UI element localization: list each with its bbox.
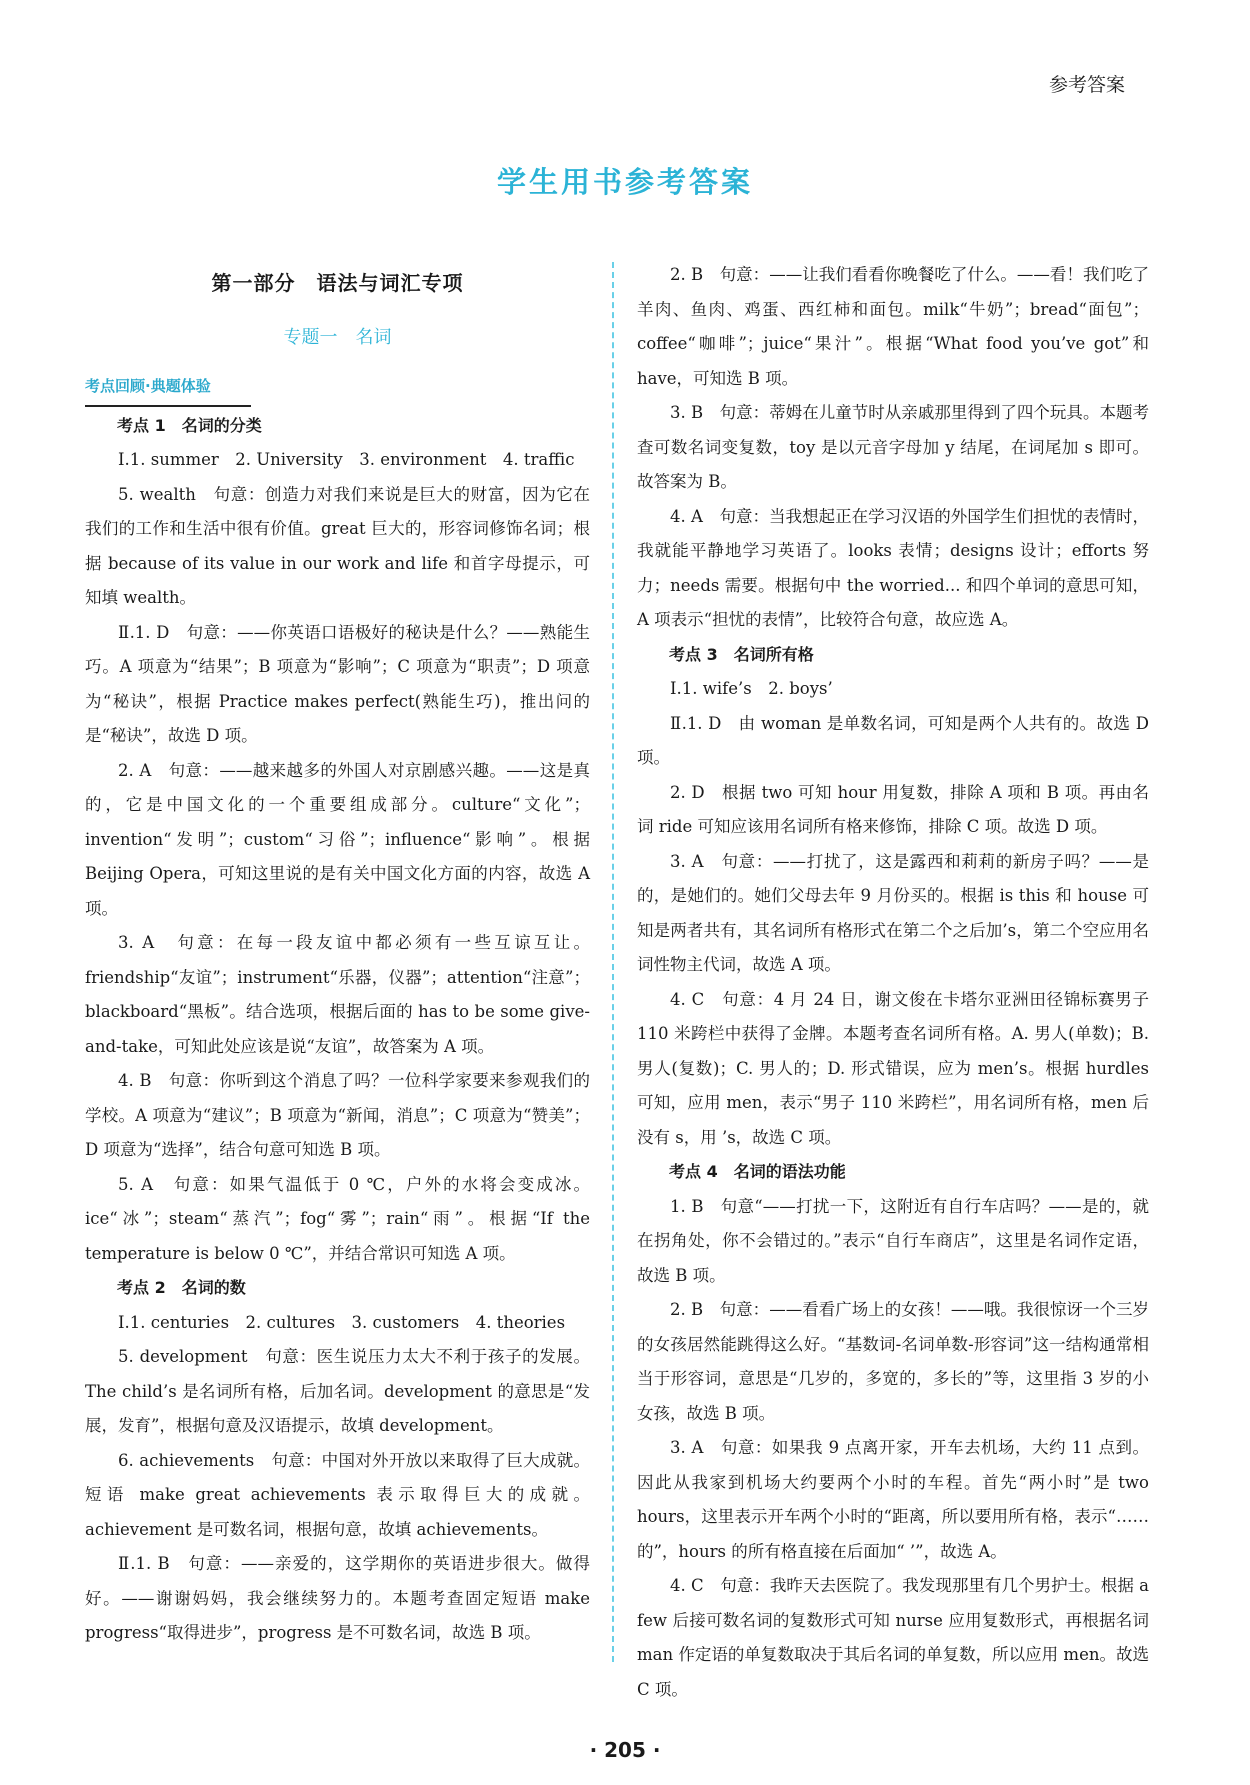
answer-paragraph: 2. A 句意：——越来越多的外国人对京剧感兴趣。——这是真的，它是中国文化的一个重要组成部分。culture“文化”；invention“发明”；custom“习俗”；influence“影响”。根据 Beijing Opera，可知这里说的是有关中国文化方面的内容，故选 A 项。 bbox=[85, 760, 590, 918]
right-column bbox=[637, 258, 1149, 1707]
right-blocks bbox=[637, 258, 1149, 1707]
answer-paragraph: 3. B 句意：蒂姆在儿童节时从亲戚那里得到了四个玩具。本题考查可数名词变复数，toy 是以元音字母加 y 结尾，在词尾加 s 即可。故答案为 B。 bbox=[637, 403, 1149, 491]
kaodian-heading: 考点 3 名词所有格 bbox=[669, 644, 814, 664]
answer-paragraph: Ⅱ.1. D 句意：——你英语口语极好的秘诀是什么？——熟能生巧。A 项意为“结果”；B 项意为“影响”；C 项意为“职责”；D 项意为“秘诀”，根据 Practice makes perfect(熟能生巧)，推出问的是“秘诀”，故选 D 项。 bbox=[85, 622, 590, 745]
answer-paragraph: 1. B 句意“——打扰一下，这附近有自行车店吗？——是的，就在拐角处，你不会错过的。”表示“自行车商店”，这里是名词作定语，故选 B 项。 bbox=[637, 1196, 1149, 1285]
left-blocks bbox=[85, 409, 590, 1651]
answer-paragraph: 2. B 句意：——让我们看看你晚餐吃了什么。——看！我们吃了羊肉、鱼肉、鸡蛋、西红柿和面包。milk“牛奶”；bread“面包”；coffee“咖啡”；juice“果汁”。根据“What food you’ve got”和 have，可知选 B 项。 bbox=[637, 265, 1149, 388]
answer-paragraph: Ⅱ.1. D 由 woman 是单数名词，可知是两个人共有的。故选 D 项。 bbox=[637, 713, 1149, 767]
answer-paragraph: 6. achievements 句意：中国对外开放以来取得了巨大成就。短语 make great achievements 表示取得巨大的成就。achievement 是可数名词，根据句意，故填 achievements。 bbox=[85, 1450, 590, 1539]
answer-paragraph: 3. A 句意：如果我 9 点离开家，开车去机场，大约 11 点到。因此从我家到机场大约要两个小时的车程。首先“两小时”是 two hours，这里表示开车两个小时的“距离，所以要用所有格，表示“……的”，hours 的所有格直接在后面加“ ’”，故选 A。 bbox=[637, 1438, 1149, 1561]
kaodian-heading: 考点 2 名词的数 bbox=[117, 1278, 246, 1297]
answer-paragraph: 4. C 句意：我昨天去医院了。我发现那里有几个男护士。根据 a few 后接可数名词的复数形式可知 nurse 应用复数形式，再根据名词 man 作定语的单复数取决于其后名词的单复数，所以应用 men。故选 C 项。 bbox=[637, 1576, 1149, 1699]
part-title: 第一部分 语法与词汇专项 bbox=[211, 271, 464, 295]
section-label-wrap bbox=[85, 369, 590, 409]
answer-paragraph: 3. A 句意：在每一段友谊中都必须有一些互谅互让。friendship“友谊”；instrument“乐器，仪器”；attention“注意”；blackboard“黑板”。结合选项，根据后面的 has to be some give-and-take，可知此处应该是说“友谊”，故答案为 A 项。 bbox=[85, 933, 590, 1056]
answer-paragraph: 4. C 句意：4 月 24 日，谢文俊在卡塔尔亚洲田径锦标赛男子 110 米跨栏中获得了金牌。本题考查名词所有格。A. 男人(单数)；B. 男人(复数)；C. 男人的；D. 形式错误，应为 men’s。根据 hurdles 可知，应用 men，表示“男子 110 米跨栏”，用名词所有格，men 后没有 s，用 ’s，故选 C 项。 bbox=[637, 989, 1149, 1147]
kaodian-heading: 考点 4 名词的语法功能 bbox=[669, 1162, 846, 1181]
answer-paragraph: 4. B 句意：你听到这个消息了吗？一位科学家要来参观我们的学校。A 项意为“建议”；B 项意为“新闻，消息”；C 项意为“赞美”；D 项意为“选择”，结合句意可知选 B 项。 bbox=[85, 1071, 590, 1159]
left-column bbox=[85, 258, 590, 1651]
column-divider bbox=[612, 262, 614, 1662]
answer-paragraph: 5. wealth 句意：创造力对我们来说是巨大的财富，因为它在我们的工作和生活中很有价值。great 巨大的，形容词修饰名词；根据 because of its value in our work and life 和首字母提示，可知填 wealth。 bbox=[85, 484, 590, 607]
answer-paragraph: 2. B 句意：——看看广场上的女孩！——哦。我很惊讶一个三岁的女孩居然能跳得这么好。“基数词-名词单数-形容词”这一结构通常相当于形容词，意思是“几岁的，多宽的，多长的”等，这里指 3 岁的小女孩，故选 B 项。 bbox=[637, 1300, 1149, 1423]
answer-paragraph: 5. development 句意：医生说压力太大不利于孩子的发展。The child’s 是名词所有格，后加名词。development 的意思是“发展，发育”，根据句意及汉语提示，故填 development。 bbox=[85, 1347, 590, 1435]
answer-paragraph: Ⅱ.1. B 句意：——亲爱的，这学期你的英语进步很大。做得好。——谢谢妈妈，我会继续努力的。本题考查固定短语 make progress“取得进步”，progress 是不可数名词，故选 B 项。 bbox=[85, 1554, 590, 1642]
answer-paragraph: Ⅰ.1. summer 2. University 3. environment 4. traffic bbox=[118, 450, 575, 469]
answer-paragraph: 4. A 句意：当我想起正在学习汉语的外国学生们担忧的表情时，我就能平静地学习英语了。looks 表情；designs 设计；efforts 努力；needs 需要。根据句中 the worried... 和四个单词的意思可知，A 项表示“担忧的表情”，比较符合句意，故应选 A。 bbox=[637, 506, 1149, 629]
answer-paragraph: 3. A 句意：——打扰了，这是露西和莉莉的新房子吗？——是的，是她们的。她们父母去年 9 月份买的。根据 is this 和 house 可知是两者共有，其名词所有格形式在第二个之后加’s，第二个空应用名词性物主代词，故选 A 项。 bbox=[637, 851, 1149, 974]
page-title: 学生用书参考答案 bbox=[496, 165, 753, 199]
page-number: · 205 · bbox=[589, 1738, 661, 1762]
answer-paragraph: 2. D 根据 two 可知 hour 用复数，排除 A 项和 B 项。再由名词 ride 可知应该用名词所有格来修饰，排除 C 项。故选 D 项。 bbox=[637, 782, 1149, 836]
section-label: 考点回顾·典题体验 bbox=[85, 369, 251, 407]
header-label: 参考答案 bbox=[1048, 74, 1125, 96]
topic-title: 专题一 名词 bbox=[283, 326, 392, 348]
answer-paragraph: 5. A 句意：如果气温低于 0 ℃，户外的水将会变成冰。ice“冰”；steam“蒸汽”；fog“雾”；rain“雨”。根据“If the temperature is below 0 ℃”，并结合常识可知选 A 项。 bbox=[85, 1174, 590, 1263]
answer-paragraph: Ⅰ.1. centuries 2. cultures 3. customers 4. theories bbox=[118, 1312, 566, 1332]
answer-paragraph: Ⅰ.1. wife’s 2. boys’ bbox=[670, 679, 833, 698]
kaodian-heading: 考点 1 名词的分类 bbox=[117, 415, 262, 435]
